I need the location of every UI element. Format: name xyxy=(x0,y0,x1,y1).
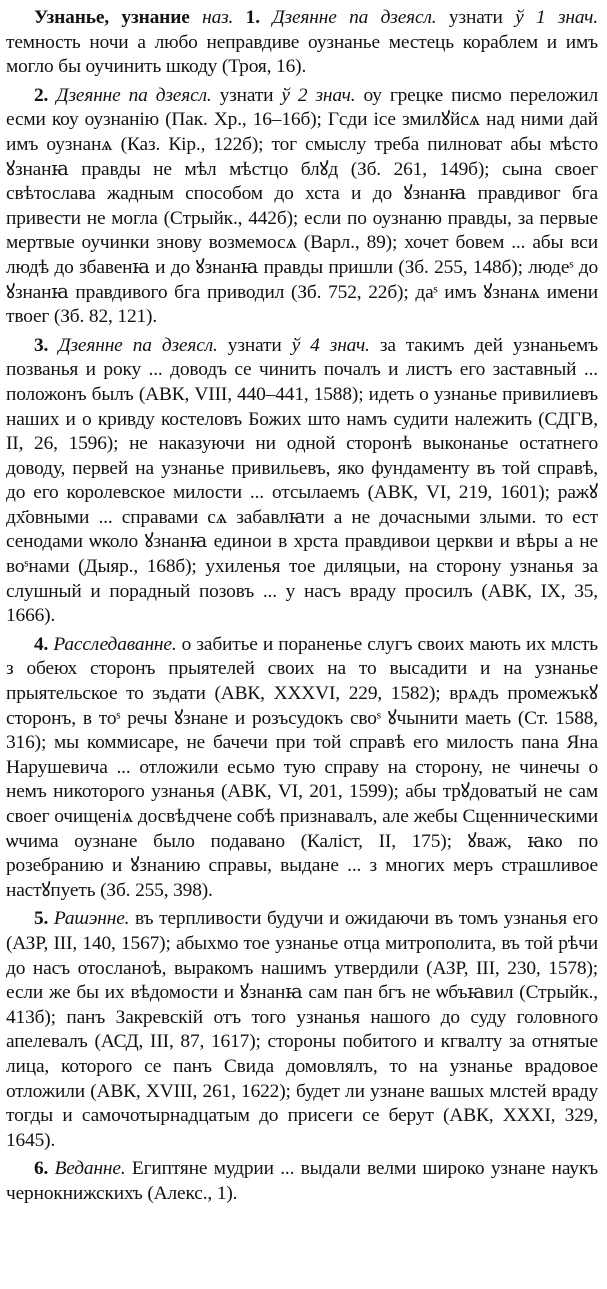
sense-6 xyxy=(6,1157,598,1206)
sense-verb: узнати xyxy=(217,334,292,356)
sense-definition: Веданне. xyxy=(48,1158,126,1180)
sense-reference: ў 4 знач. xyxy=(291,334,370,356)
sense-definition: Дзеянне па дзеясл. xyxy=(48,84,212,106)
sense-number: 6. xyxy=(34,1158,49,1180)
sense-definition: Расследаванне. xyxy=(48,633,177,655)
sense-3 xyxy=(6,334,598,629)
sense-verb: узнати xyxy=(436,7,516,28)
sense-number: 3. xyxy=(34,334,49,356)
sense-text: Египтяне мудрии ... выдали велми широко узнане наукъ чернокнижскихъ (Алекс., 1). xyxy=(6,1158,598,1204)
sense-text: въ терпливости будучи и ожидаючи въ томъ узнанья его (АЗР, III, 140, 1567); абыхмо тое узнанье отца митрополита, въ той рѣчи до насъ отосланоѣ, выракомъ нашимъ утвердили (АЗР, III, 230, 1578); если же бы их вѣдомости и ꙋзнанꙗ сам пан бгъ не ѡбъꙗвил (Стрыйк., 413б); панъ Закревскій отъ того узнанья нашого до суду головного апелевалъ (АСД, III, 87, 1617); стороны побитого и кгвалту за отнятые лица, которого се панъ Свида домовлялъ, то на узнанье врадовое отложили (АВК, XVIII, 261, 1622); будет ли узнане вашых млстей враду тогды и самочотырнадцатым до присеги се берут (АВК, XXXI, 329, 1645). xyxy=(6,908,598,1151)
sense-verb: узнати xyxy=(211,84,282,106)
sense-number: 5. xyxy=(34,908,49,930)
sense-definition: Дзеянне па дзеясл. xyxy=(259,7,437,28)
sense-2 xyxy=(6,84,598,330)
sense-number: 4. xyxy=(34,633,49,655)
sense-definition: Дзеянне па дзеясл. xyxy=(48,334,218,356)
sense-definition: Рашэнне. xyxy=(48,908,130,930)
sense-text: о забитье и пораненье слугъ своих мають их млсть з обеюх сторонъ прыятелей своих на то высадити и на узнанье прыятельское то зъдати (АВК, XXXVI, 229, 1582); врѧдъ промежъкꙋ сторонъ, в тоˢ речы ꙋзнане и розъсудокъ своˢ ꙋчынити маеть (Ст. 1588, 316); мы коммисаре, не бачечи при той справѣ его милость пана Яна Нарушевича ... отложили есьмо тую справу на сторону, не чинечы о немъ никоторого узнанья (АВК, VI, 201, 1599); абы трꙋдоватый не сам своег очищенiѧ досвѣдчене собѣ признавалъ, але жебы Сщенническими ѡчима оузнане было подавано (Каліст, II, 175); ꙋваж, ꙗко по розебранию и ꙋзнанию справы, выдане ... з многих меръ страшливое настꙋпуеть (Зб. 255, 398). xyxy=(6,633,599,901)
sense-text: за такимъ дей узнаньемъ позванья и року ... доводъ се чинить почалъ и листъ его заставный ... положонъ былъ (АВК, VIII, 440–441, 1588); идеть о узнанье привилиевъ наших и о кривду костеловъ Божих што намъ судити належить (СДГВ, II, 26, 1596); не наказуючи ни одной сторонѣ выконанье остатнего доводу, первей на узнанье привильевъ, яко фундаменту въ той справѣ, до его королевское милости ... отсылаемъ (АВК, VI, 219, 1601); ражꙋ дх҃овными ... справами сѧ забавлꙗти а не дочасными злыми. то ест сенодами ѡколо ꙋзнанꙗ единои в хрста правдивои церкви и вѣры а не воˢнами (Дыяр., 168б); ухиленья тое диляцыи, на сторону узнанья за слушный и порадный позовъ ... у насъ враду просилъ (АВК, IX, 35, 1666). xyxy=(6,334,599,627)
sense-1 xyxy=(6,6,598,80)
part-of-speech: наз. xyxy=(189,7,246,28)
sense-5 xyxy=(6,907,598,1153)
headword: Узнанье, узнание xyxy=(34,7,190,28)
sense-text: темность ночи а любо неправдиве оузнанье местець кораблем и имъ могло бы оучинить шкоду (Троя, 16). xyxy=(6,31,598,78)
sense-4 xyxy=(6,633,598,904)
sense-reference: ў 2 знач. xyxy=(281,84,356,106)
sense-reference: ў 1 знач. xyxy=(515,7,598,28)
sense-number: 2. xyxy=(34,84,49,106)
sense-text: оу грецке писмо переложил есми коу оузнанію (Пак. Хр., 16–16б); Гсди ісе змилꙋйсѧ над ними дай имъ оузнанѧ (Каз. Кір., 122б); тог смыслу требa пилноват абы мѣсто ꙋзнанꙗ правды не мѣл мѣстцо блꙋд (Зб. 261, 149б); сына своег свѣтослава жадным способом до хста и до ꙋзнанꙗ правдивог бга привести не могла (Стрыйк., 442б); если по оузнаню правды, за первые мертвые оучинки знову возмемосѧ (Варл., 89); хочет бовем ... абы вси людѣ до збавенꙗ и до ꙋзнанꙗ правды пришли (Зб. 255, 148б); людеˢ до ꙋзнанꙗ правдивого бга приводил (Зб. 752, 22б); даˢ имъ ꙋзнанѧ имени твоег (Зб. 82, 121). xyxy=(6,84,598,328)
dictionary-entry xyxy=(6,6,598,1207)
sense-number: 1. xyxy=(245,7,260,28)
